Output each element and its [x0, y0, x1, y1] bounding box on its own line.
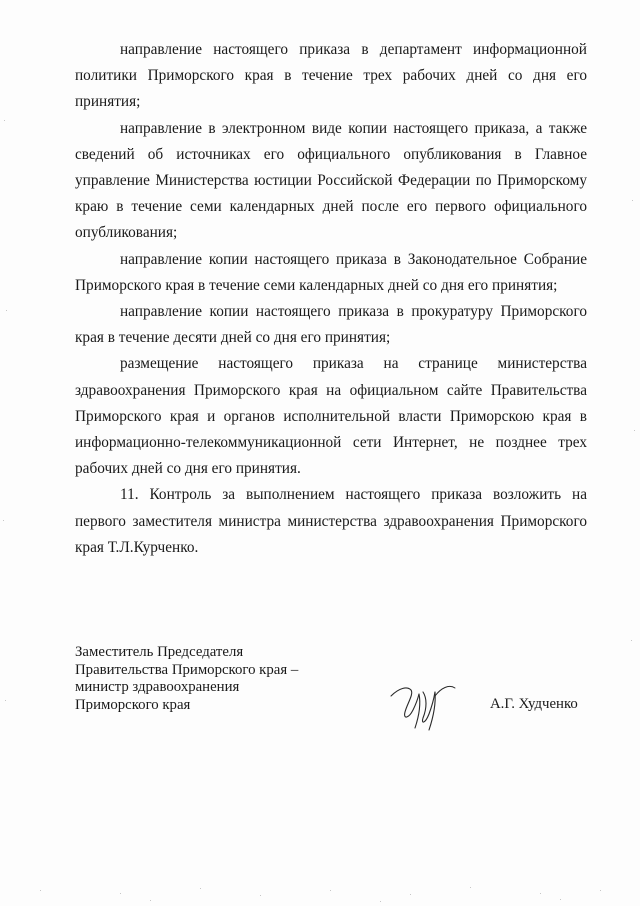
paragraph-legislative-assembly: направление копии настоящего приказа в Законодательное Собрание Приморского края в течение семи календарных дней со дня его принятия; — [75, 250, 587, 294]
signatory-title-line-3: министр здравоохранения — [75, 679, 240, 695]
paragraph-control-clause: 11. Контроль за выполнением настоящего приказа возложить на первого заместителя министра министерства здравоохранения Приморского края Т.Л.Курченко. — [75, 486, 587, 556]
signatory-name: А.Г. Худченко — [490, 696, 578, 712]
document-body — [75, 37, 587, 561]
signatory-title-line-1: Заместитель Председателя — [75, 644, 244, 660]
signatory-title-line-4: Приморского края — [75, 696, 191, 713]
handwritten-signature-icon — [385, 674, 465, 734]
paragraph-info-policy: направление настоящего приказа в департамент информационной политики Приморского края в течение трех рабочих дней со дня его принятия; — [75, 41, 587, 111]
signature-block — [75, 644, 595, 724]
signatory-title-line-2: Правительства Приморского края – — [75, 661, 299, 678]
paragraph-website-publication: размещение настоящего приказа на странице министерства здравоохранения Приморского края на официальном сайте Правительства Приморского края и органов исполнительной власти Приморскою края в информационно-телекоммуникационной сети Интернет, не позднее трех рабочих дней со дня его принятия. — [75, 355, 587, 478]
paragraph-ministry-justice: направление в электронном виде копии настоящего приказа, а также сведений об источниках его официального опубликования в Главное управление Министерства юстиции Российской Федерации по Приморскому краю в течение семи календарных дней после его первого официального опубликования; — [75, 119, 587, 242]
paragraph-prosecutor: направление копии настоящего приказа в прокуратуру Приморского края в течение десяти дней со дня его принятия; — [75, 303, 587, 347]
